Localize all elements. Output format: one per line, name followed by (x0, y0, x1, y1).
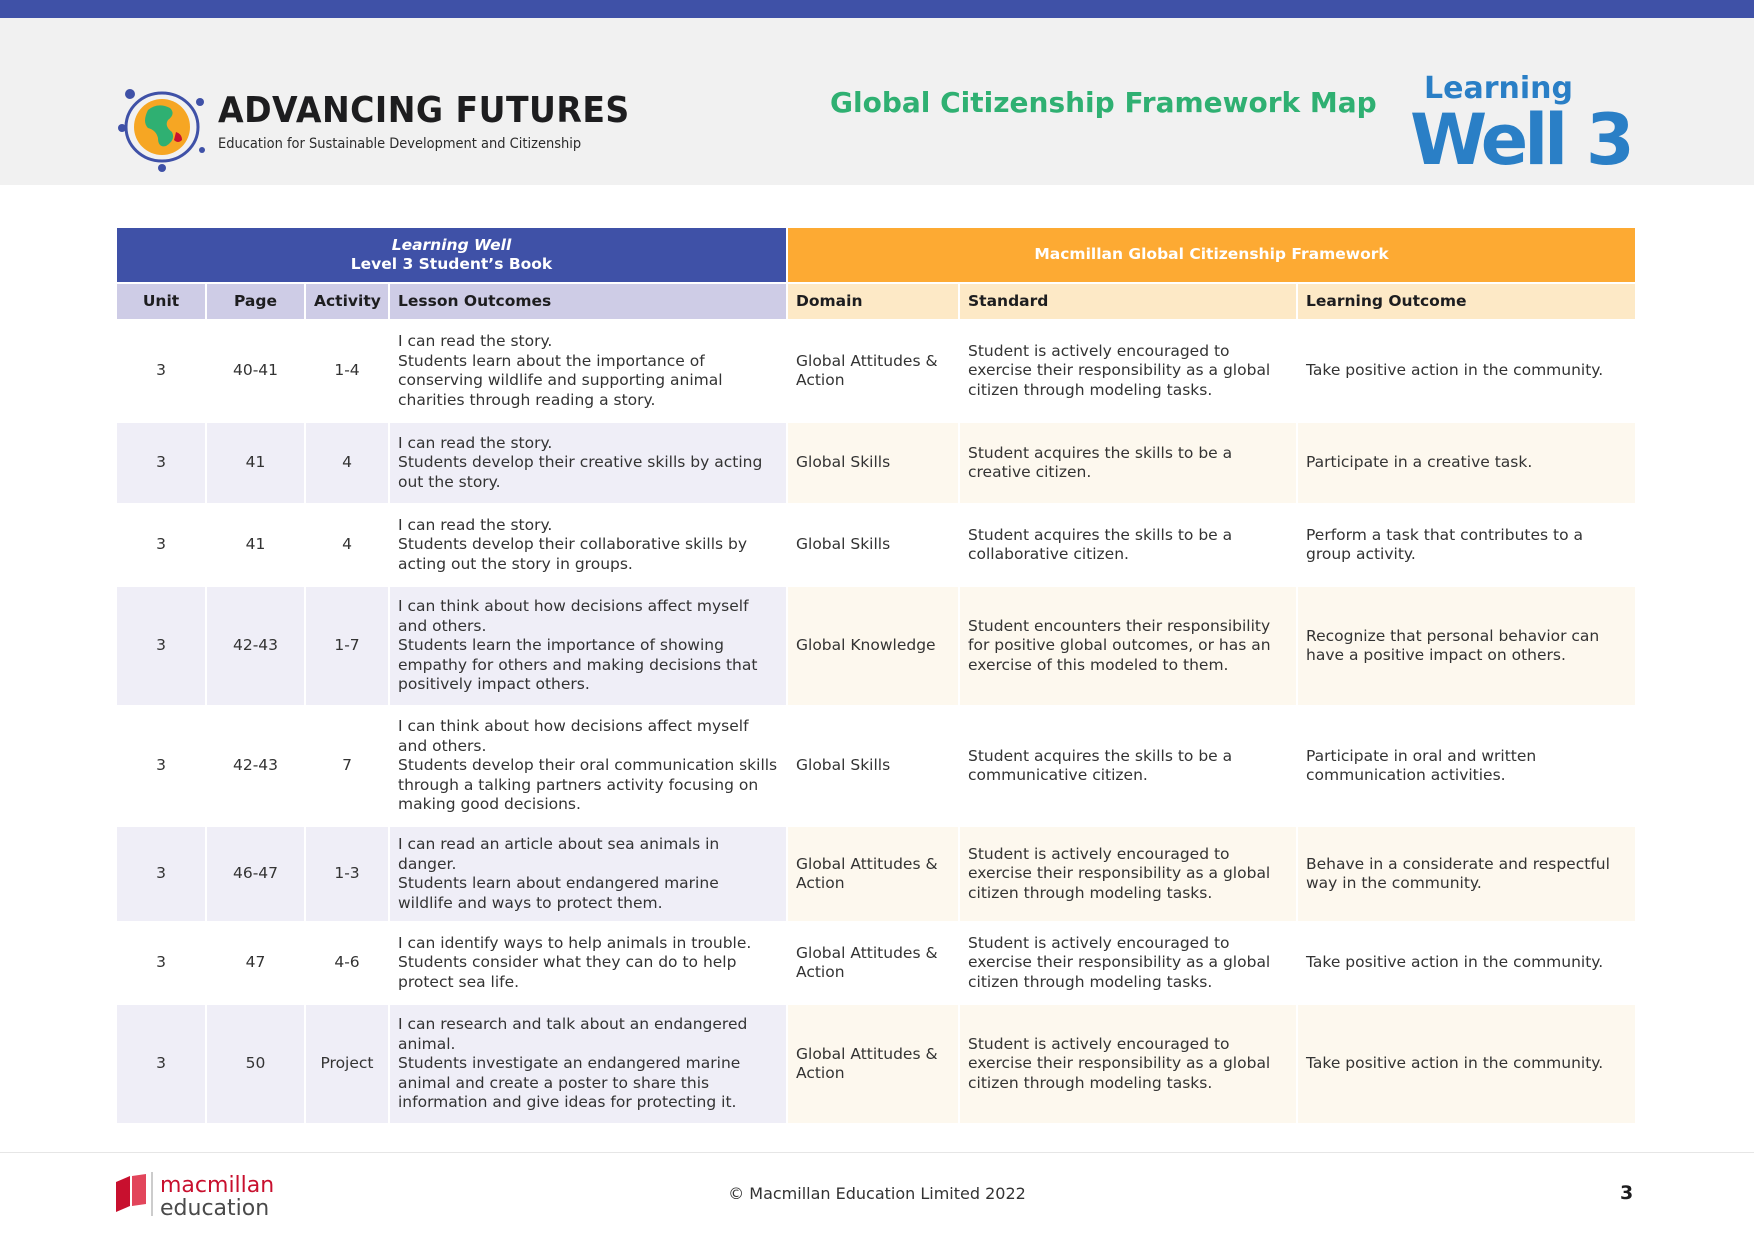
cell-activity: 4 (306, 505, 388, 585)
table-row (117, 1005, 1635, 1123)
col-header-page: Page (207, 284, 304, 319)
table-row (117, 827, 1635, 921)
table-body (117, 321, 1635, 1123)
cell-lesson-outcomes: I can read the story. Students learn about the importance of conserving wildlife and supporting animal charities through reading a story. (390, 321, 786, 421)
col-header-lesson-outcomes: Lesson Outcomes (390, 284, 786, 319)
publisher-name: macmillan (160, 1173, 275, 1198)
cell-page: 41 (207, 423, 304, 503)
top-accent-bar (0, 0, 1754, 18)
cell-domain: Global Attitudes & Action (788, 923, 958, 1003)
cell-standard: Student encounters their responsibility for positive global outcomes, or has an exercise of this modeled to them. (960, 587, 1296, 705)
cell-lesson-outcomes: I can read an article about sea animals in danger. Students learn about endangered marine wildlife and ways to protect them. (390, 827, 786, 921)
page-title: Global Citizenship Framework Map (830, 86, 1377, 119)
advancing-futures-logo (118, 82, 630, 172)
logo-well-text: Well (1410, 99, 1565, 178)
cell-learning-outcome: Participate in oral and written communication activities. (1298, 707, 1635, 825)
cell-standard: Student is actively encouraged to exercise their responsibility as a global citizen through modeling tasks. (960, 827, 1296, 921)
cell-page: 41 (207, 505, 304, 585)
cell-standard: Student acquires the skills to be a collaborative citizen. (960, 505, 1296, 585)
framework-table (115, 226, 1637, 1125)
cell-learning-outcome: Take positive action in the community. (1298, 923, 1635, 1003)
globe-icon (118, 82, 210, 172)
cell-domain: Global Skills (788, 505, 958, 585)
cell-learning-outcome: Recognize that personal behavior can have a positive impact on others. (1298, 587, 1635, 705)
series-name: Learning Well (391, 235, 512, 254)
col-header-activity: Activity (306, 284, 388, 319)
cell-page: 40-41 (207, 321, 304, 421)
cell-unit: 3 (117, 423, 205, 503)
learning-well-logo (1410, 68, 1650, 178)
cell-domain: Global Skills (788, 423, 958, 503)
cell-page: 46-47 (207, 827, 304, 921)
brand-title: ADVANCING FUTURES (218, 90, 630, 131)
cell-lesson-outcomes: I can think about how decisions affect myself and others. Students develop their oral communication skills through a talking partners activity focusing on making good decisions. (390, 707, 786, 825)
cell-learning-outcome: Take positive action in the community. (1298, 321, 1635, 421)
table-row (117, 707, 1635, 825)
cell-unit: 3 (117, 505, 205, 585)
cell-standard: Student is actively encouraged to exercise their responsibility as a global citizen through modeling tasks. (960, 321, 1296, 421)
table-row (117, 505, 1635, 585)
logo-learning-text: Learning (1424, 71, 1573, 106)
cell-learning-outcome: Take positive action in the community. (1298, 1005, 1635, 1123)
cell-page: 47 (207, 923, 304, 1003)
framework-group-header: Macmillan Global Citizenship Framework (788, 228, 1635, 282)
cell-learning-outcome: Behave in a considerate and respectful way in the community. (1298, 827, 1635, 921)
cell-standard: Student acquires the skills to be a communicative citizen. (960, 707, 1296, 825)
cell-activity: 4-6 (306, 923, 388, 1003)
cell-unit: 3 (117, 321, 205, 421)
cell-learning-outcome: Perform a task that contributes to a group activity. (1298, 505, 1635, 585)
cell-activity: 1-4 (306, 321, 388, 421)
table-row (117, 587, 1635, 705)
cell-unit: 3 (117, 923, 205, 1003)
cell-learning-outcome: Participate in a creative task. (1298, 423, 1635, 503)
col-header-domain: Domain (788, 284, 958, 319)
cell-standard: Student is actively encouraged to exercise their responsibility as a global citizen through modeling tasks. (960, 1005, 1296, 1123)
cell-domain: Global Attitudes & Action (788, 321, 958, 421)
logo-number-text: 3 (1586, 99, 1635, 178)
footer-divider (0, 1152, 1754, 1153)
cell-domain: Global Skills (788, 707, 958, 825)
cell-activity: 4 (306, 423, 388, 503)
cell-lesson-outcomes: I can read the story. Students develop their creative skills by acting out the story. (390, 423, 786, 503)
cell-standard: Student acquires the skills to be a creative citizen. (960, 423, 1296, 503)
cell-page: 42-43 (207, 707, 304, 825)
cell-lesson-outcomes: I can identify ways to help animals in trouble. Students consider what they can do to help protect sea life. (390, 923, 786, 1003)
page-header (0, 18, 1754, 185)
cell-unit: 3 (117, 587, 205, 705)
cell-domain: Global Attitudes & Action (788, 1005, 958, 1123)
cell-activity: 1-3 (306, 827, 388, 921)
table-row (117, 923, 1635, 1003)
copyright-notice: © Macmillan Education Limited 2022 (728, 1184, 1026, 1203)
cell-activity: 1-7 (306, 587, 388, 705)
cell-activity: Project (306, 1005, 388, 1123)
col-header-learning-outcome: Learning Outcome (1298, 284, 1635, 319)
cell-domain: Global Knowledge (788, 587, 958, 705)
cell-unit: 3 (117, 707, 205, 825)
cell-lesson-outcomes: I can research and talk about an endangered animal. Students investigate an endangered marine animal and create a poster to share this information and give ideas for protecting it. (390, 1005, 786, 1123)
col-header-standard: Standard (960, 284, 1296, 319)
cell-standard: Student is actively encouraged to exercise their responsibility as a global citizen through modeling tasks. (960, 923, 1296, 1003)
brand-subtitle: Education for Sustainable Development and Citizenship (218, 136, 582, 152)
cell-activity: 7 (306, 707, 388, 825)
cell-page: 50 (207, 1005, 304, 1123)
table-row (117, 423, 1635, 503)
col-header-unit: Unit (117, 284, 205, 319)
table-row (117, 321, 1635, 421)
framework-table-container (117, 226, 1637, 1125)
cell-page: 42-43 (207, 587, 304, 705)
book-level: Level 3 Student’s Book (350, 255, 553, 273)
cell-unit: 3 (117, 827, 205, 921)
cell-domain: Global Attitudes & Action (788, 827, 958, 921)
student-book-group-header (117, 228, 786, 282)
publisher-division: education (160, 1196, 270, 1221)
cell-unit: 3 (117, 1005, 205, 1123)
cell-lesson-outcomes: I can read the story. Students develop their collaborative skills by acting out the story in groups. (390, 505, 786, 585)
page-number: 3 (1620, 1182, 1634, 1204)
cell-lesson-outcomes: I can think about how decisions affect myself and others. Students learn the importance of showing empathy for others and making decisions that positively impact others. (390, 587, 786, 705)
